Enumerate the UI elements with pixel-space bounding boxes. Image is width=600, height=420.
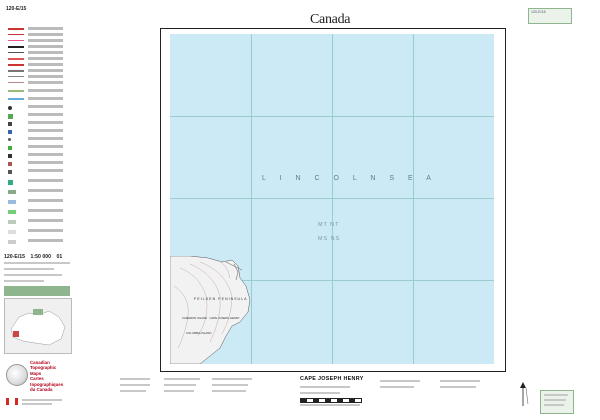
location-marker-icon bbox=[13, 331, 19, 337]
railway-symbol-icon bbox=[8, 46, 24, 48]
area-symbol-icon bbox=[8, 220, 16, 224]
area-symbol-icon bbox=[8, 190, 16, 194]
index-highlight bbox=[33, 309, 43, 315]
text-line bbox=[120, 384, 150, 386]
text-line bbox=[164, 378, 200, 380]
logo-line: Canadian bbox=[30, 360, 50, 365]
top-right-tag bbox=[528, 8, 572, 24]
text-line bbox=[212, 390, 246, 392]
point-symbol-icon bbox=[8, 114, 13, 119]
wordmark-text: Canada bbox=[310, 12, 351, 27]
point-symbol-icon bbox=[8, 180, 13, 185]
trail-symbol-icon bbox=[8, 40, 24, 41]
area-symbol-icon bbox=[8, 210, 16, 214]
point-symbol-icon bbox=[8, 154, 12, 158]
logo-line: Maps bbox=[30, 370, 42, 376]
logo-line: du Canada bbox=[30, 387, 53, 393]
boundary-symbol-icon bbox=[8, 76, 24, 77]
text-line bbox=[4, 274, 62, 276]
area-symbol-icon bbox=[8, 200, 16, 204]
grid-line bbox=[170, 198, 494, 199]
text-line bbox=[164, 390, 194, 392]
grid-line bbox=[170, 116, 494, 117]
contour-symbol-icon bbox=[8, 82, 24, 83]
text-line bbox=[212, 384, 248, 386]
globe-icon bbox=[6, 364, 28, 386]
map-title: CAPE JOSEPH HENRY bbox=[300, 376, 364, 382]
grid-reference-box bbox=[540, 390, 574, 414]
text-line bbox=[4, 280, 44, 282]
area-symbol-icon bbox=[8, 240, 16, 244]
point-symbol-icon bbox=[8, 146, 12, 150]
text-line bbox=[300, 404, 360, 406]
zone-label: MS NS bbox=[318, 236, 341, 242]
canada-flag-icon bbox=[6, 398, 18, 405]
sheet-number: 120-E/15 bbox=[4, 254, 26, 260]
text-line bbox=[22, 399, 62, 401]
text-line bbox=[4, 268, 54, 270]
index-map-graphic bbox=[5, 299, 71, 353]
road-symbol-icon bbox=[8, 28, 24, 30]
logo-line: Topographic bbox=[30, 365, 57, 371]
top-right-tag-label: 120-E/15 bbox=[531, 10, 546, 14]
text-line bbox=[22, 403, 52, 405]
grid-line bbox=[413, 34, 414, 364]
boundary-symbol-icon bbox=[8, 70, 24, 72]
text-line bbox=[440, 380, 480, 382]
point-symbol-icon bbox=[8, 106, 12, 110]
text-line bbox=[544, 399, 566, 401]
place-note-label: COLUMBIA ISLAND bbox=[186, 331, 212, 335]
point-symbol-icon bbox=[8, 170, 12, 174]
text-line bbox=[544, 394, 568, 396]
logo-line: Cartes bbox=[30, 376, 44, 382]
canada-wordmark bbox=[310, 12, 350, 28]
text-line bbox=[544, 404, 564, 406]
index-map bbox=[4, 298, 72, 354]
vegetation-symbol-icon bbox=[8, 90, 24, 92]
point-symbol-icon bbox=[8, 162, 12, 166]
text-line bbox=[300, 386, 350, 388]
grid-line bbox=[332, 34, 333, 364]
point-symbol-icon bbox=[8, 138, 11, 141]
text-line bbox=[4, 262, 70, 264]
area-symbol-icon bbox=[8, 230, 16, 234]
point-symbol-icon bbox=[8, 130, 12, 134]
road-symbol-icon bbox=[8, 58, 24, 60]
legend-sheet-tag: 120-E/15 bbox=[6, 6, 27, 12]
text-line bbox=[120, 390, 146, 392]
map-name-band bbox=[4, 286, 70, 296]
text-line bbox=[380, 386, 414, 388]
text-line bbox=[212, 378, 252, 380]
scale-text: 1:50 000 bbox=[30, 254, 51, 260]
sheet-number-bar bbox=[4, 254, 70, 260]
text-line bbox=[120, 378, 150, 380]
building-symbol-icon bbox=[8, 122, 12, 126]
line-symbol-icon bbox=[8, 52, 24, 53]
text-line bbox=[300, 392, 340, 394]
road-symbol-icon bbox=[8, 64, 24, 66]
cdn-logo-text bbox=[30, 360, 63, 392]
text-line bbox=[380, 380, 420, 382]
water-symbol-icon bbox=[8, 98, 24, 100]
text-line bbox=[440, 386, 476, 388]
land-area bbox=[170, 256, 254, 364]
peninsula-label: FEILDEN PENINSULA bbox=[194, 297, 248, 301]
edition-number: 01 bbox=[56, 254, 63, 260]
scale-bar bbox=[300, 398, 362, 403]
logo-line: topographiques bbox=[30, 381, 64, 387]
text-line bbox=[164, 384, 196, 386]
place-note-label: CAMERON ISLAND · CAPE JOSEPH HENRY bbox=[182, 316, 240, 320]
north-arrow-icon bbox=[516, 382, 530, 408]
road-symbol-icon bbox=[8, 34, 24, 35]
zone-label: MT NT bbox=[318, 222, 340, 228]
sea-name-label: L I N C O L N S E A bbox=[262, 175, 437, 182]
